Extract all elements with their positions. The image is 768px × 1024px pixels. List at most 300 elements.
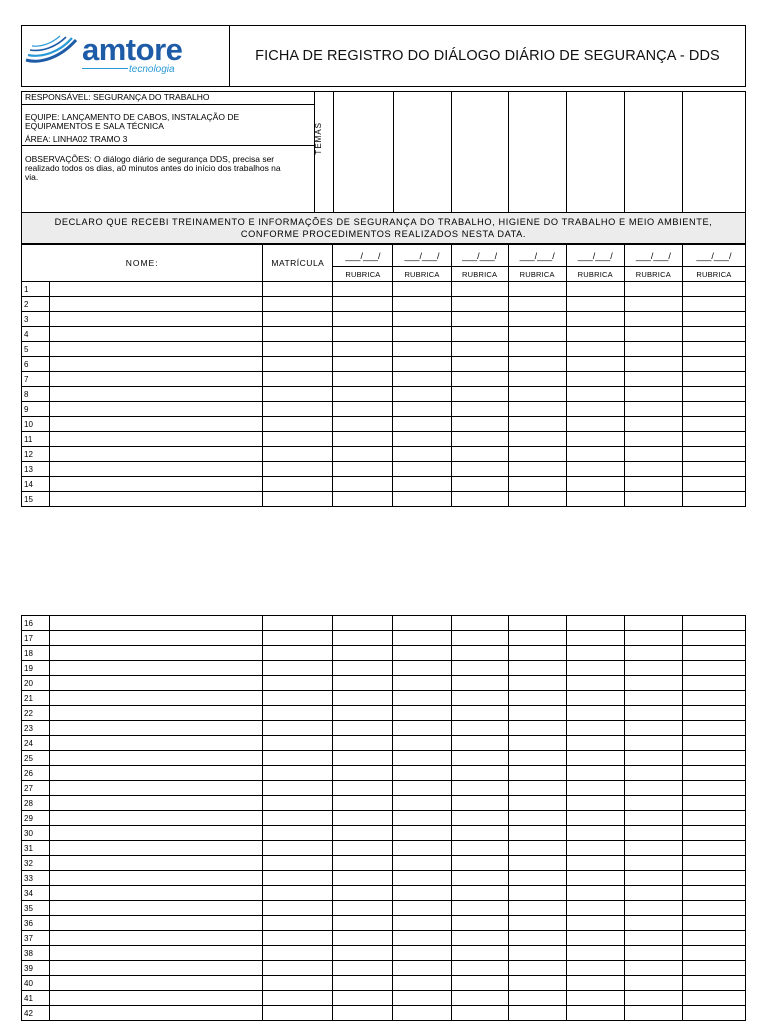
- rubrica-cell[interactable]: [393, 477, 451, 492]
- rubrica-cell[interactable]: [393, 432, 451, 447]
- rubrica-cell[interactable]: [451, 327, 508, 342]
- rubrica-cell[interactable]: [566, 646, 624, 661]
- rubrica-cell[interactable]: [508, 976, 566, 991]
- rubrica-cell[interactable]: [624, 676, 682, 691]
- matricula-cell[interactable]: [263, 916, 333, 931]
- rubrica-cell[interactable]: [393, 462, 451, 477]
- rubrica-cell[interactable]: [508, 886, 566, 901]
- rubrica-cell[interactable]: [566, 871, 624, 886]
- rubrica-cell[interactable]: [508, 297, 566, 312]
- rubrica-cell[interactable]: [682, 991, 745, 1006]
- rubrica-cell[interactable]: [393, 916, 451, 931]
- rubrica-cell[interactable]: [682, 477, 745, 492]
- rubrica-cell[interactable]: [393, 372, 451, 387]
- rubrica-cell[interactable]: [451, 991, 508, 1006]
- rubrica-cell[interactable]: [451, 901, 508, 916]
- name-cell[interactable]: [50, 931, 263, 946]
- rubrica-cell[interactable]: [508, 811, 566, 826]
- rubrica-cell[interactable]: [682, 841, 745, 856]
- rubrica-cell[interactable]: [451, 447, 508, 462]
- rubrica-cell[interactable]: [682, 462, 745, 477]
- rubrica-cell[interactable]: [508, 901, 566, 916]
- rubrica-cell[interactable]: [682, 961, 745, 976]
- rubrica-cell[interactable]: [451, 342, 508, 357]
- rubrica-cell[interactable]: [508, 946, 566, 961]
- rubrica-cell[interactable]: [333, 841, 393, 856]
- rubrica-cell[interactable]: [508, 991, 566, 1006]
- rubrica-cell[interactable]: [566, 976, 624, 991]
- rubrica-cell[interactable]: [566, 676, 624, 691]
- rubrica-cell[interactable]: [333, 811, 393, 826]
- rubrica-cell[interactable]: [393, 676, 451, 691]
- rubrica-cell[interactable]: [624, 387, 682, 402]
- rubrica-cell[interactable]: [682, 676, 745, 691]
- name-cell[interactable]: [50, 961, 263, 976]
- rubrica-cell[interactable]: [566, 357, 624, 372]
- rubrica-cell[interactable]: [451, 811, 508, 826]
- rubrica-cell[interactable]: [566, 946, 624, 961]
- name-cell[interactable]: [50, 736, 263, 751]
- rubrica-cell[interactable]: [333, 417, 393, 432]
- rubrica-cell[interactable]: [451, 432, 508, 447]
- rubrica-cell[interactable]: [451, 417, 508, 432]
- rubrica-cell[interactable]: [624, 327, 682, 342]
- rubrica-cell[interactable]: [624, 811, 682, 826]
- matricula-cell[interactable]: [263, 282, 333, 297]
- rubrica-cell[interactable]: [682, 721, 745, 736]
- name-cell[interactable]: [50, 402, 263, 417]
- name-cell[interactable]: [50, 781, 263, 796]
- name-cell[interactable]: [50, 447, 263, 462]
- rubrica-cell[interactable]: [508, 492, 566, 507]
- rubrica-cell[interactable]: [566, 751, 624, 766]
- rubrica-cell[interactable]: [451, 781, 508, 796]
- rubrica-cell[interactable]: [566, 736, 624, 751]
- rubrica-cell[interactable]: [682, 856, 745, 871]
- matricula-cell[interactable]: [263, 931, 333, 946]
- rubrica-cell[interactable]: [451, 357, 508, 372]
- rubrica-cell[interactable]: [451, 312, 508, 327]
- rubrica-cell[interactable]: [682, 357, 745, 372]
- rubrica-cell[interactable]: [393, 976, 451, 991]
- rubrica-cell[interactable]: [508, 1006, 566, 1021]
- rubrica-cell[interactable]: [451, 826, 508, 841]
- rubrica-cell[interactable]: [682, 616, 745, 631]
- name-cell[interactable]: [50, 616, 263, 631]
- rubrica-cell[interactable]: [393, 342, 451, 357]
- rubrica-cell[interactable]: [393, 661, 451, 676]
- matricula-cell[interactable]: [263, 736, 333, 751]
- rubrica-cell[interactable]: [333, 312, 393, 327]
- rubrica-cell[interactable]: [333, 1006, 393, 1021]
- rubrica-cell[interactable]: [451, 661, 508, 676]
- rubrica-cell[interactable]: [682, 342, 745, 357]
- matricula-cell[interactable]: [263, 691, 333, 706]
- rubrica-cell[interactable]: [566, 492, 624, 507]
- rubrica-cell[interactable]: [682, 282, 745, 297]
- rubrica-cell[interactable]: [508, 766, 566, 781]
- date-field[interactable]: ___/___/: [393, 245, 451, 267]
- rubrica-cell[interactable]: [566, 811, 624, 826]
- rubrica-cell[interactable]: [508, 462, 566, 477]
- rubrica-cell[interactable]: [333, 646, 393, 661]
- rubrica-cell[interactable]: [333, 387, 393, 402]
- rubrica-cell[interactable]: [333, 447, 393, 462]
- rubrica-cell[interactable]: [333, 751, 393, 766]
- rubrica-cell[interactable]: [393, 646, 451, 661]
- rubrica-cell[interactable]: [624, 646, 682, 661]
- rubrica-cell[interactable]: [566, 826, 624, 841]
- rubrica-cell[interactable]: [508, 721, 566, 736]
- date-field[interactable]: ___/___/: [508, 245, 566, 267]
- rubrica-cell[interactable]: [333, 282, 393, 297]
- rubrica-cell[interactable]: [566, 661, 624, 676]
- rubrica-cell[interactable]: [333, 402, 393, 417]
- matricula-cell[interactable]: [263, 856, 333, 871]
- rubrica-cell[interactable]: [624, 796, 682, 811]
- rubrica-cell[interactable]: [393, 811, 451, 826]
- rubrica-cell[interactable]: [393, 312, 451, 327]
- rubrica-cell[interactable]: [566, 721, 624, 736]
- rubrica-cell[interactable]: [566, 931, 624, 946]
- rubrica-cell[interactable]: [451, 282, 508, 297]
- rubrica-cell[interactable]: [333, 432, 393, 447]
- rubrica-cell[interactable]: [682, 946, 745, 961]
- matricula-cell[interactable]: [263, 492, 333, 507]
- rubrica-cell[interactable]: [508, 646, 566, 661]
- rubrica-cell[interactable]: [508, 477, 566, 492]
- rubrica-cell[interactable]: [333, 736, 393, 751]
- rubrica-cell[interactable]: [393, 886, 451, 901]
- date-field[interactable]: ___/___/: [333, 245, 393, 267]
- rubrica-cell[interactable]: [508, 856, 566, 871]
- name-cell[interactable]: [50, 372, 263, 387]
- rubrica-cell[interactable]: [393, 616, 451, 631]
- rubrica-cell[interactable]: [682, 492, 745, 507]
- rubrica-cell[interactable]: [333, 856, 393, 871]
- rubrica-cell[interactable]: [624, 297, 682, 312]
- rubrica-cell[interactable]: [624, 706, 682, 721]
- rubrica-cell[interactable]: [333, 492, 393, 507]
- rubrica-cell[interactable]: [333, 766, 393, 781]
- rubrica-cell[interactable]: [682, 976, 745, 991]
- rubrica-cell[interactable]: [451, 871, 508, 886]
- rubrica-cell[interactable]: [624, 961, 682, 976]
- rubrica-cell[interactable]: [393, 781, 451, 796]
- rubrica-cell[interactable]: [393, 841, 451, 856]
- rubrica-cell[interactable]: [393, 417, 451, 432]
- rubrica-cell[interactable]: [566, 901, 624, 916]
- matricula-cell[interactable]: [263, 327, 333, 342]
- rubrica-cell[interactable]: [624, 991, 682, 1006]
- rubrica-cell[interactable]: [333, 916, 393, 931]
- rubrica-cell[interactable]: [624, 736, 682, 751]
- rubrica-cell[interactable]: [393, 736, 451, 751]
- rubrica-cell[interactable]: [566, 856, 624, 871]
- rubrica-cell[interactable]: [682, 646, 745, 661]
- rubrica-cell[interactable]: [566, 282, 624, 297]
- rubrica-cell[interactable]: [333, 976, 393, 991]
- rubrica-cell[interactable]: [508, 402, 566, 417]
- rubrica-cell[interactable]: [508, 751, 566, 766]
- name-cell[interactable]: [50, 766, 263, 781]
- rubrica-cell[interactable]: [566, 916, 624, 931]
- rubrica-cell[interactable]: [333, 357, 393, 372]
- rubrica-cell[interactable]: [393, 631, 451, 646]
- matricula-cell[interactable]: [263, 616, 333, 631]
- name-cell[interactable]: [50, 432, 263, 447]
- name-cell[interactable]: [50, 312, 263, 327]
- rubrica-cell[interactable]: [333, 661, 393, 676]
- rubrica-cell[interactable]: [566, 616, 624, 631]
- rubrica-cell[interactable]: [393, 721, 451, 736]
- matricula-cell[interactable]: [263, 961, 333, 976]
- rubrica-cell[interactable]: [682, 751, 745, 766]
- rubrica-cell[interactable]: [624, 901, 682, 916]
- matricula-cell[interactable]: [263, 342, 333, 357]
- rubrica-cell[interactable]: [624, 616, 682, 631]
- rubrica-cell[interactable]: [624, 916, 682, 931]
- rubrica-cell[interactable]: [333, 462, 393, 477]
- name-cell[interactable]: [50, 721, 263, 736]
- name-cell[interactable]: [50, 676, 263, 691]
- matricula-cell[interactable]: [263, 676, 333, 691]
- date-field[interactable]: ___/___/: [451, 245, 508, 267]
- rubrica-cell[interactable]: [508, 931, 566, 946]
- name-cell[interactable]: [50, 1006, 263, 1021]
- matricula-cell[interactable]: [263, 417, 333, 432]
- name-cell[interactable]: [50, 691, 263, 706]
- rubrica-cell[interactable]: [682, 372, 745, 387]
- rubrica-cell[interactable]: [451, 886, 508, 901]
- rubrica-cell[interactable]: [508, 916, 566, 931]
- name-cell[interactable]: [50, 856, 263, 871]
- rubrica-cell[interactable]: [566, 327, 624, 342]
- rubrica-cell[interactable]: [393, 856, 451, 871]
- rubrica-cell[interactable]: [624, 282, 682, 297]
- rubrica-cell[interactable]: [333, 721, 393, 736]
- rubrica-cell[interactable]: [333, 796, 393, 811]
- matricula-cell[interactable]: [263, 766, 333, 781]
- rubrica-cell[interactable]: [566, 961, 624, 976]
- rubrica-cell[interactable]: [624, 721, 682, 736]
- name-cell[interactable]: [50, 826, 263, 841]
- rubrica-cell[interactable]: [624, 841, 682, 856]
- rubrica-cell[interactable]: [624, 886, 682, 901]
- rubrica-cell[interactable]: [624, 447, 682, 462]
- rubrica-cell[interactable]: [451, 796, 508, 811]
- rubrica-cell[interactable]: [508, 417, 566, 432]
- rubrica-cell[interactable]: [624, 1006, 682, 1021]
- rubrica-cell[interactable]: [333, 901, 393, 916]
- rubrica-cell[interactable]: [682, 402, 745, 417]
- rubrica-cell[interactable]: [508, 871, 566, 886]
- date-field[interactable]: ___/___/: [566, 245, 624, 267]
- rubrica-cell[interactable]: [682, 297, 745, 312]
- name-cell[interactable]: [50, 492, 263, 507]
- rubrica-cell[interactable]: [508, 736, 566, 751]
- rubrica-cell[interactable]: [566, 886, 624, 901]
- name-cell[interactable]: [50, 661, 263, 676]
- name-cell[interactable]: [50, 357, 263, 372]
- rubrica-cell[interactable]: [682, 661, 745, 676]
- name-cell[interactable]: [50, 646, 263, 661]
- rubrica-cell[interactable]: [682, 781, 745, 796]
- rubrica-cell[interactable]: [682, 706, 745, 721]
- rubrica-cell[interactable]: [566, 417, 624, 432]
- rubrica-cell[interactable]: [451, 751, 508, 766]
- matricula-cell[interactable]: [263, 631, 333, 646]
- name-cell[interactable]: [50, 991, 263, 1006]
- rubrica-cell[interactable]: [624, 751, 682, 766]
- rubrica-cell[interactable]: [333, 991, 393, 1006]
- rubrica-cell[interactable]: [393, 402, 451, 417]
- matricula-cell[interactable]: [263, 312, 333, 327]
- matricula-cell[interactable]: [263, 477, 333, 492]
- rubrica-cell[interactable]: [393, 387, 451, 402]
- rubrica-cell[interactable]: [682, 886, 745, 901]
- rubrica-cell[interactable]: [682, 766, 745, 781]
- rubrica-cell[interactable]: [451, 736, 508, 751]
- rubrica-cell[interactable]: [333, 961, 393, 976]
- rubrica-cell[interactable]: [682, 387, 745, 402]
- rubrica-cell[interactable]: [566, 312, 624, 327]
- rubrica-cell[interactable]: [508, 961, 566, 976]
- rubrica-cell[interactable]: [624, 661, 682, 676]
- rubrica-cell[interactable]: [566, 781, 624, 796]
- rubrica-cell[interactable]: [508, 676, 566, 691]
- rubrica-cell[interactable]: [451, 402, 508, 417]
- rubrica-cell[interactable]: [624, 417, 682, 432]
- rubrica-cell[interactable]: [566, 841, 624, 856]
- rubrica-cell[interactable]: [682, 736, 745, 751]
- rubrica-cell[interactable]: [624, 462, 682, 477]
- name-cell[interactable]: [50, 477, 263, 492]
- rubrica-cell[interactable]: [682, 432, 745, 447]
- matricula-cell[interactable]: [263, 646, 333, 661]
- rubrica-cell[interactable]: [451, 297, 508, 312]
- rubrica-cell[interactable]: [393, 691, 451, 706]
- rubrica-cell[interactable]: [624, 976, 682, 991]
- rubrica-cell[interactable]: [508, 796, 566, 811]
- rubrica-cell[interactable]: [566, 342, 624, 357]
- rubrica-cell[interactable]: [566, 432, 624, 447]
- rubrica-cell[interactable]: [393, 991, 451, 1006]
- rubrica-cell[interactable]: [566, 447, 624, 462]
- rubrica-cell[interactable]: [333, 631, 393, 646]
- rubrica-cell[interactable]: [333, 706, 393, 721]
- rubrica-cell[interactable]: [508, 342, 566, 357]
- rubrica-cell[interactable]: [333, 871, 393, 886]
- rubrica-cell[interactable]: [333, 946, 393, 961]
- rubrica-cell[interactable]: [333, 297, 393, 312]
- rubrica-cell[interactable]: [624, 781, 682, 796]
- name-cell[interactable]: [50, 871, 263, 886]
- rubrica-cell[interactable]: [451, 706, 508, 721]
- matricula-cell[interactable]: [263, 886, 333, 901]
- rubrica-cell[interactable]: [508, 616, 566, 631]
- rubrica-cell[interactable]: [393, 751, 451, 766]
- rubrica-cell[interactable]: [566, 1006, 624, 1021]
- matricula-cell[interactable]: [263, 402, 333, 417]
- name-cell[interactable]: [50, 462, 263, 477]
- rubrica-cell[interactable]: [682, 1006, 745, 1021]
- rubrica-cell[interactable]: [566, 297, 624, 312]
- date-field[interactable]: ___/___/: [624, 245, 682, 267]
- rubrica-cell[interactable]: [566, 462, 624, 477]
- matricula-cell[interactable]: [263, 796, 333, 811]
- rubrica-cell[interactable]: [624, 402, 682, 417]
- name-cell[interactable]: [50, 796, 263, 811]
- name-cell[interactable]: [50, 417, 263, 432]
- matricula-cell[interactable]: [263, 297, 333, 312]
- rubrica-cell[interactable]: [451, 646, 508, 661]
- matricula-cell[interactable]: [263, 447, 333, 462]
- rubrica-cell[interactable]: [393, 961, 451, 976]
- matricula-cell[interactable]: [263, 706, 333, 721]
- rubrica-cell[interactable]: [333, 327, 393, 342]
- rubrica-cell[interactable]: [393, 1006, 451, 1021]
- rubrica-cell[interactable]: [393, 327, 451, 342]
- matricula-cell[interactable]: [263, 901, 333, 916]
- rubrica-cell[interactable]: [624, 432, 682, 447]
- matricula-cell[interactable]: [263, 751, 333, 766]
- name-cell[interactable]: [50, 706, 263, 721]
- rubrica-cell[interactable]: [451, 477, 508, 492]
- rubrica-cell[interactable]: [451, 676, 508, 691]
- name-cell[interactable]: [50, 387, 263, 402]
- rubrica-cell[interactable]: [508, 357, 566, 372]
- rubrica-cell[interactable]: [566, 372, 624, 387]
- rubrica-cell[interactable]: [624, 766, 682, 781]
- rubrica-cell[interactable]: [451, 916, 508, 931]
- rubrica-cell[interactable]: [682, 811, 745, 826]
- rubrica-cell[interactable]: [624, 492, 682, 507]
- rubrica-cell[interactable]: [566, 706, 624, 721]
- rubrica-cell[interactable]: [624, 691, 682, 706]
- rubrica-cell[interactable]: [393, 946, 451, 961]
- rubrica-cell[interactable]: [451, 841, 508, 856]
- matricula-cell[interactable]: [263, 781, 333, 796]
- name-cell[interactable]: [50, 901, 263, 916]
- rubrica-cell[interactable]: [451, 976, 508, 991]
- rubrica-cell[interactable]: [624, 372, 682, 387]
- rubrica-cell[interactable]: [508, 372, 566, 387]
- rubrica-cell[interactable]: [682, 447, 745, 462]
- matricula-cell[interactable]: [263, 946, 333, 961]
- rubrica-cell[interactable]: [333, 477, 393, 492]
- rubrica-cell[interactable]: [451, 721, 508, 736]
- rubrica-cell[interactable]: [508, 841, 566, 856]
- rubrica-cell[interactable]: [566, 796, 624, 811]
- rubrica-cell[interactable]: [393, 282, 451, 297]
- rubrica-cell[interactable]: [624, 312, 682, 327]
- rubrica-cell[interactable]: [624, 871, 682, 886]
- name-cell[interactable]: [50, 631, 263, 646]
- rubrica-cell[interactable]: [566, 631, 624, 646]
- rubrica-cell[interactable]: [451, 946, 508, 961]
- rubrica-cell[interactable]: [451, 856, 508, 871]
- rubrica-cell[interactable]: [682, 691, 745, 706]
- rubrica-cell[interactable]: [682, 327, 745, 342]
- rubrica-cell[interactable]: [451, 387, 508, 402]
- matricula-cell[interactable]: [263, 1006, 333, 1021]
- rubrica-cell[interactable]: [451, 691, 508, 706]
- rubrica-cell[interactable]: [333, 781, 393, 796]
- rubrica-cell[interactable]: [451, 961, 508, 976]
- name-cell[interactable]: [50, 297, 263, 312]
- name-cell[interactable]: [50, 282, 263, 297]
